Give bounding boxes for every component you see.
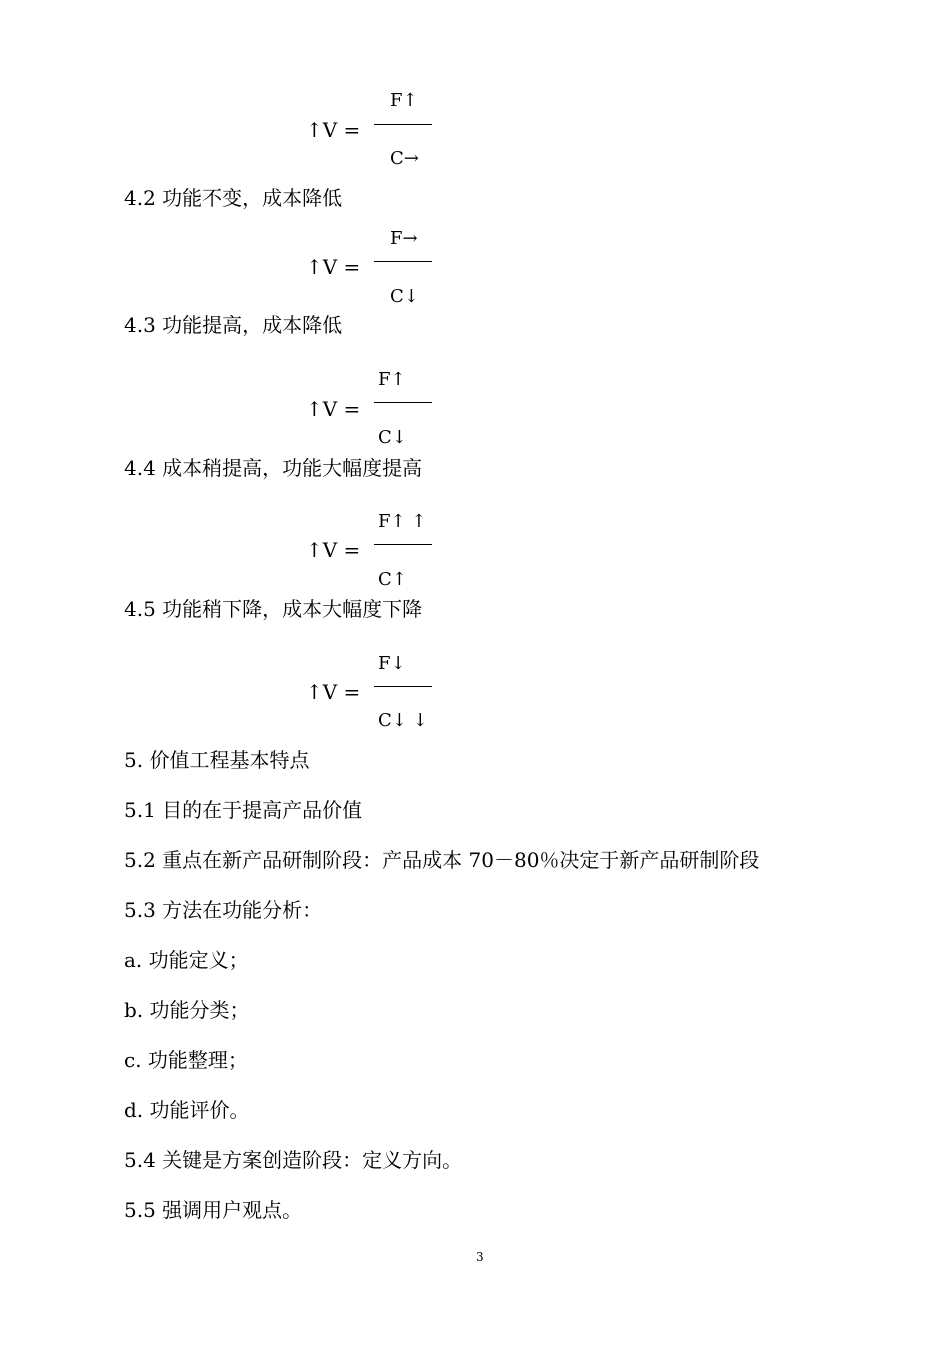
formula-lhs: ↑V = bbox=[306, 255, 361, 279]
formula-denominator: C→ bbox=[390, 148, 419, 169]
section-heading-5: 5. 价值工程基本特点 bbox=[124, 748, 310, 772]
formula-denominator: C↓ bbox=[390, 286, 419, 307]
formula-numerator: F↓ bbox=[378, 653, 406, 674]
text-line-4-4: 4.4 成本稍提高，功能大幅度提高 bbox=[124, 456, 423, 480]
text-line-5-3: 5.3 方法在功能分析： bbox=[124, 898, 323, 922]
formula-denominator: C↑ bbox=[378, 569, 407, 590]
formula-lhs: ↑V = bbox=[306, 118, 361, 142]
fraction-bar bbox=[374, 544, 432, 545]
text-line-4-2: 4.2 功能不变，成本降低 bbox=[124, 186, 343, 210]
formula-numerator: F↑ bbox=[390, 90, 418, 111]
fraction-bar bbox=[374, 261, 432, 262]
list-item-b: b. 功能分类； bbox=[124, 998, 250, 1022]
text-line-5-1: 5.1 目的在于提高产品价值 bbox=[124, 798, 363, 822]
formula-numerator: F→ bbox=[390, 228, 418, 249]
text-line-5-4: 5.4 关键是方案创造阶段：定义方向。 bbox=[124, 1148, 463, 1172]
list-item-a: a. 功能定义； bbox=[124, 948, 249, 972]
formula-denominator: C↓ ↓ bbox=[378, 710, 428, 731]
page-number: 3 bbox=[476, 1250, 484, 1264]
list-item-c: c. 功能整理； bbox=[124, 1048, 248, 1072]
text-line-5-2: 5.2 重点在新产品研制阶段：产品成本 70－80％决定于新产品研制阶段 bbox=[124, 848, 760, 872]
list-item-d: d. 功能评价。 bbox=[124, 1098, 250, 1122]
formula-denominator: C↓ bbox=[378, 427, 407, 448]
text-line-5-5: 5.5 强调用户观点。 bbox=[124, 1198, 303, 1222]
text-line-4-3: 4.3 功能提高，成本降低 bbox=[124, 313, 343, 337]
text-line-4-5: 4.5 功能稍下降，成本大幅度下降 bbox=[124, 597, 423, 621]
formula-numerator: F↑ bbox=[378, 369, 406, 390]
formula-lhs: ↑V = bbox=[306, 538, 361, 562]
formula-numerator: F↑ ↑ bbox=[378, 511, 427, 532]
formula-lhs: ↑V = bbox=[306, 680, 361, 704]
fraction-bar bbox=[374, 686, 432, 687]
formula-lhs: ↑V = bbox=[306, 397, 361, 421]
fraction-bar bbox=[374, 124, 432, 125]
fraction-bar bbox=[374, 402, 432, 403]
